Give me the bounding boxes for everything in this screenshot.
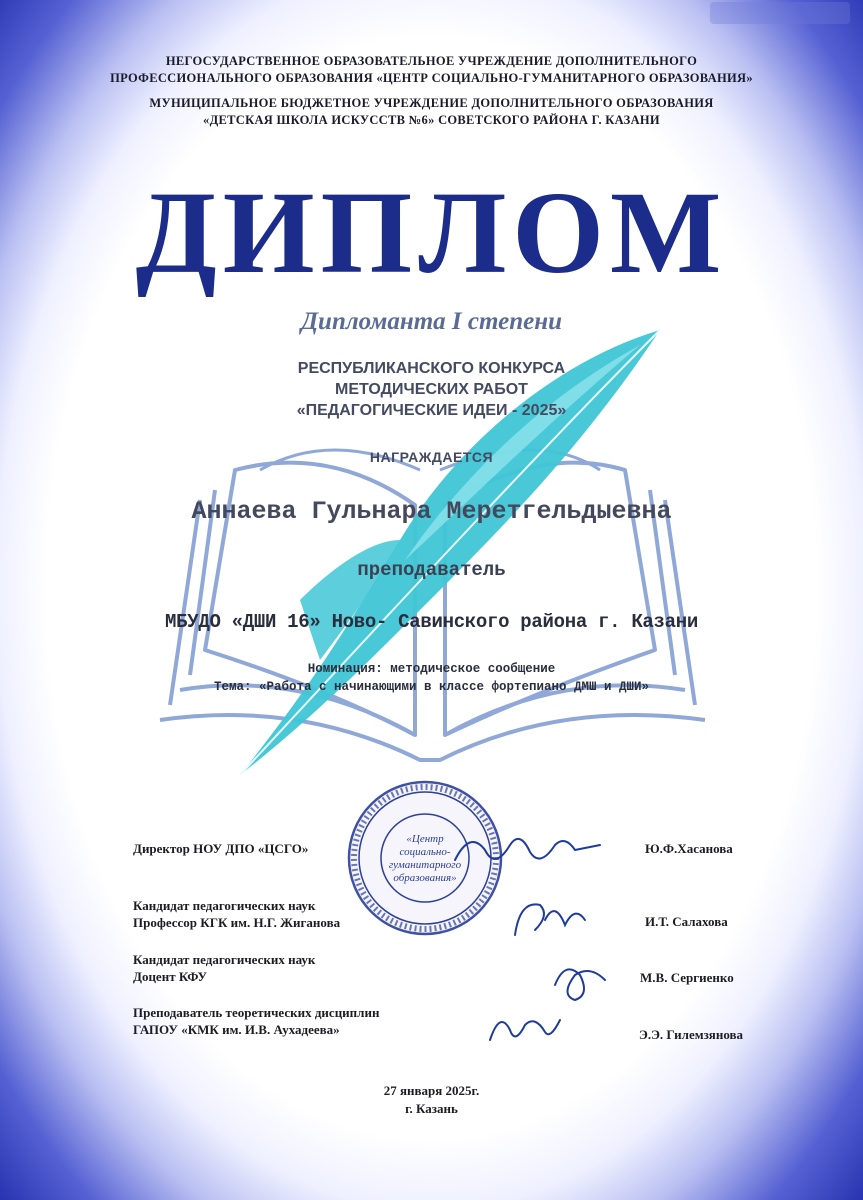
- signatory-1-title: [133, 840, 308, 857]
- recipient-school: МБУДО «ДШИ 16» Ново- Савинского района г. Казани: [165, 611, 698, 633]
- recipient-name: Аннаева Гульнара Меретгельдыевна: [191, 497, 672, 526]
- signatory-1-name: Ю.Ф.Хасанова: [645, 841, 733, 856]
- signatory-1-title-line1: Директор НОУ ДПО «ЦСГО»: [133, 841, 309, 856]
- issue-date: 27 января 2025г.: [383, 1083, 480, 1098]
- signature-3-icon: [555, 969, 605, 1000]
- signatory-4-title-line2: ГАПОУ «КМК им. И.В. Аухадеева»: [133, 1022, 340, 1037]
- seal-center-line4: образования»: [393, 872, 457, 884]
- footer: [0, 1082, 863, 1118]
- signature-4-icon: [490, 1020, 560, 1040]
- signatory-2-name: И.Т. Салахова: [645, 914, 728, 929]
- signatory-4-name: Э.Э. Гилемзянова: [639, 1027, 744, 1042]
- org2-line2: «ДЕТСКАЯ ШКОЛА ИСКУССТВ №6» СОВЕТСКОГО РАЙОНА Г. КАЗАНИ: [203, 113, 660, 127]
- org2-line1: МУНИЦИПАЛЬНОЕ БЮДЖЕТНОЕ УЧРЕЖДЕНИЕ ДОПОЛНИТЕЛЬНОГО ОБРАЗОВАНИЯ: [149, 96, 714, 110]
- seal-center-line1: «Центр: [406, 833, 444, 845]
- signatory-2-title-line1: Кандидат педагогических наук: [133, 898, 316, 913]
- signature-1-icon: [455, 839, 600, 860]
- seal-center-line2: социально-: [399, 846, 451, 858]
- signatory-3-name: М.В. Сергиенко: [640, 970, 734, 985]
- diploma-title: ДИПЛОМ: [135, 167, 728, 298]
- contest-line2: МЕТОДИЧЕСКИХ РАБОТ: [335, 381, 528, 398]
- topic-line: Тема: «Работа с начинающими в классе фортепиано ДМШ и ДШИ»: [213, 680, 650, 694]
- contest-line3: «ПЕДАГОГИЧЕСКИЕ ИДЕИ - 2025»: [296, 402, 567, 419]
- signatory-4-title-line1: Преподаватель теоретических дисциплин: [133, 1005, 380, 1020]
- signatory-2-title-line2: Профессор КГК им. Н.Г. Жиганова: [133, 915, 341, 930]
- awarded-label: НАГРАЖДАЕТСЯ: [369, 449, 494, 465]
- signatory-4-title: [133, 1004, 379, 1038]
- signatory-3-title-line2: Доцент КФУ: [133, 969, 208, 984]
- signature-2-icon: [515, 904, 585, 935]
- signatory-3-title-line1: Кандидат педагогических наук: [133, 952, 316, 967]
- issue-city: г. Казань: [405, 1101, 458, 1116]
- nomination-line: Номинация: методическое сообщение: [307, 662, 556, 676]
- signatory-3-title: [133, 951, 315, 985]
- degree-label: Дипломанта I степени: [300, 308, 563, 335]
- org1-line1: НЕГОСУДАРСТВЕННОЕ ОБРАЗОВАТЕЛЬНОЕ УЧРЕЖДЕНИЕ ДОПОЛНИТЕЛЬНОГО: [165, 54, 698, 68]
- contest-line1: РЕСПУБЛИКАНСКОГО КОНКУРСА: [297, 360, 566, 377]
- recipient-position: преподаватель: [357, 559, 506, 581]
- seal-center-line3: гуманитарного: [388, 859, 462, 871]
- signatory-2-title: [133, 897, 340, 931]
- org1-line2: ПРОФЕССИОНАЛЬНОГО ОБРАЗОВАНИЯ «ЦЕНТР СОЦИАЛЬНО-ГУМАНИТАРНОГО ОБРАЗОВАНИЯ»: [110, 71, 753, 85]
